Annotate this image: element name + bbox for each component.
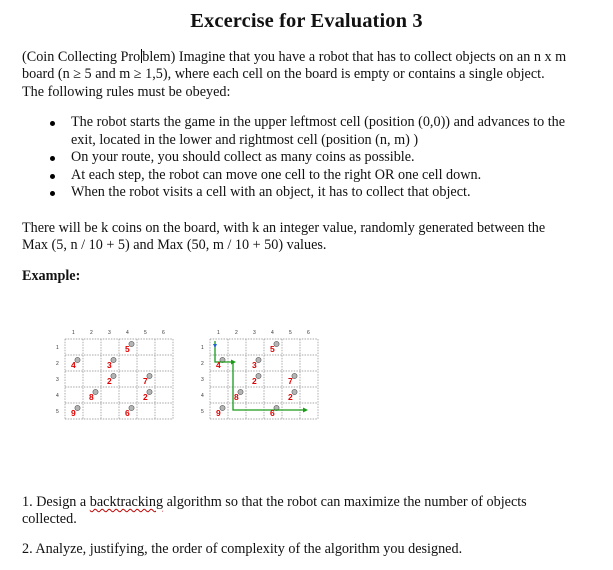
rule-item [0,114,600,149]
column-label: 3 [108,330,111,336]
coin-value-label: 2 [288,392,293,402]
column-label: 4 [126,330,129,336]
coin-value-label: 7 [288,376,293,386]
coin-value-label: 9 [71,408,76,418]
coin-value-label: 9 [216,408,221,418]
coin-value-label: 8 [234,392,239,402]
coins-line-1: There will be k coins on the board, with k an integer value, randomly generated between the [22,220,546,236]
coin-value-label: 7 [143,376,148,386]
spellcheck-word: backtracking [89,494,164,510]
row-label: 4 [56,393,59,399]
bullet-icon [50,191,55,196]
board-grid [55,327,175,421]
example-board-plain [55,327,185,437]
page-title: Excercise for Evaluation 3 [190,10,423,32]
intro-paragraph [22,49,597,101]
coin-value-label: 6 [125,408,130,418]
column-label: 2 [235,330,238,336]
coin-value-label: 2 [107,376,112,386]
column-label: 3 [253,330,256,336]
coins-paragraph [22,220,597,255]
bullet-icon [50,156,55,161]
column-label: 5 [289,330,292,336]
intro-line-1b: blem) Imagine that you have a robot that has to collect objects on an n x m [142,49,567,65]
row-label: 1 [56,345,59,351]
path-end-arrow-icon [303,408,308,413]
board-grid [200,327,320,421]
coins-line-2: Max (5, n / 10 + 5) and Max (50, m / 10 + 50) values. [22,237,327,254]
coin-value-label: 4 [216,360,221,370]
intro-line-1a: (Coin Collecting Pro [22,49,141,65]
column-label: 2 [90,330,93,336]
column-label: 6 [162,330,165,336]
rules-list [0,114,600,202]
coin-value-label: 5 [125,344,130,354]
coin-value-label: 6 [270,408,275,418]
coin-value-label: 2 [143,392,148,402]
column-label: 4 [271,330,274,336]
rule-item [0,167,600,185]
rule-item [0,184,600,202]
column-label: 1 [217,330,220,336]
example-board-with-path [200,327,330,437]
task-1 [22,494,597,529]
rule-3: At each step, the robot can move one cell to the right OR one cell down. [71,166,482,183]
start-arrow-icon [213,344,217,348]
row-label: 2 [201,361,204,367]
task-1-part-a: 1. Design a [22,494,90,510]
coin-value-label: 2 [252,376,257,386]
coin-value-label: 5 [270,344,275,354]
row-label: 3 [56,377,59,383]
row-label: 3 [201,377,204,383]
coin-value-label: 4 [71,360,76,370]
rule-1-line-2: exit, located in the lower and rightmost cell (position (n, m) ) [71,131,419,148]
column-label: 5 [144,330,147,336]
row-label: 5 [201,409,204,415]
task-1-part-c: algorithm so that the robot can maximize the number of objects [163,494,527,510]
coin-value-label: 3 [252,360,257,370]
rule-item [0,149,600,167]
row-label: 2 [56,361,59,367]
coin-value-label: 3 [107,360,112,370]
intro-line-2: board (n ≥ 5 and m ≥ 1,5), where each cell on the board is empty or contains a single object. [22,66,545,83]
row-label: 1 [201,345,204,351]
column-label: 6 [307,330,310,336]
task-2: 2. Analyze, justifying, the order of complexity of the algorithm you designed. [22,541,463,557]
row-label: 5 [56,409,59,415]
coin-value-label: 8 [89,392,94,402]
rule-2: On your route, you should collect as many coins as possible. [71,149,415,166]
intro-line-3: The following rules must be obeyed: [22,83,231,100]
bullet-icon [50,121,55,126]
rule-1-line-1: The robot starts the game in the upper leftmost cell (position (0,0)) and advances to the [71,114,566,130]
task-1-part-d: collected. [22,511,77,528]
bullet-icon [50,174,55,179]
example-label: Example: [22,268,81,284]
rule-4: When the robot visits a cell with an object, it has to collect that object. [71,184,471,201]
row-label: 4 [201,393,204,399]
column-label: 1 [72,330,75,336]
